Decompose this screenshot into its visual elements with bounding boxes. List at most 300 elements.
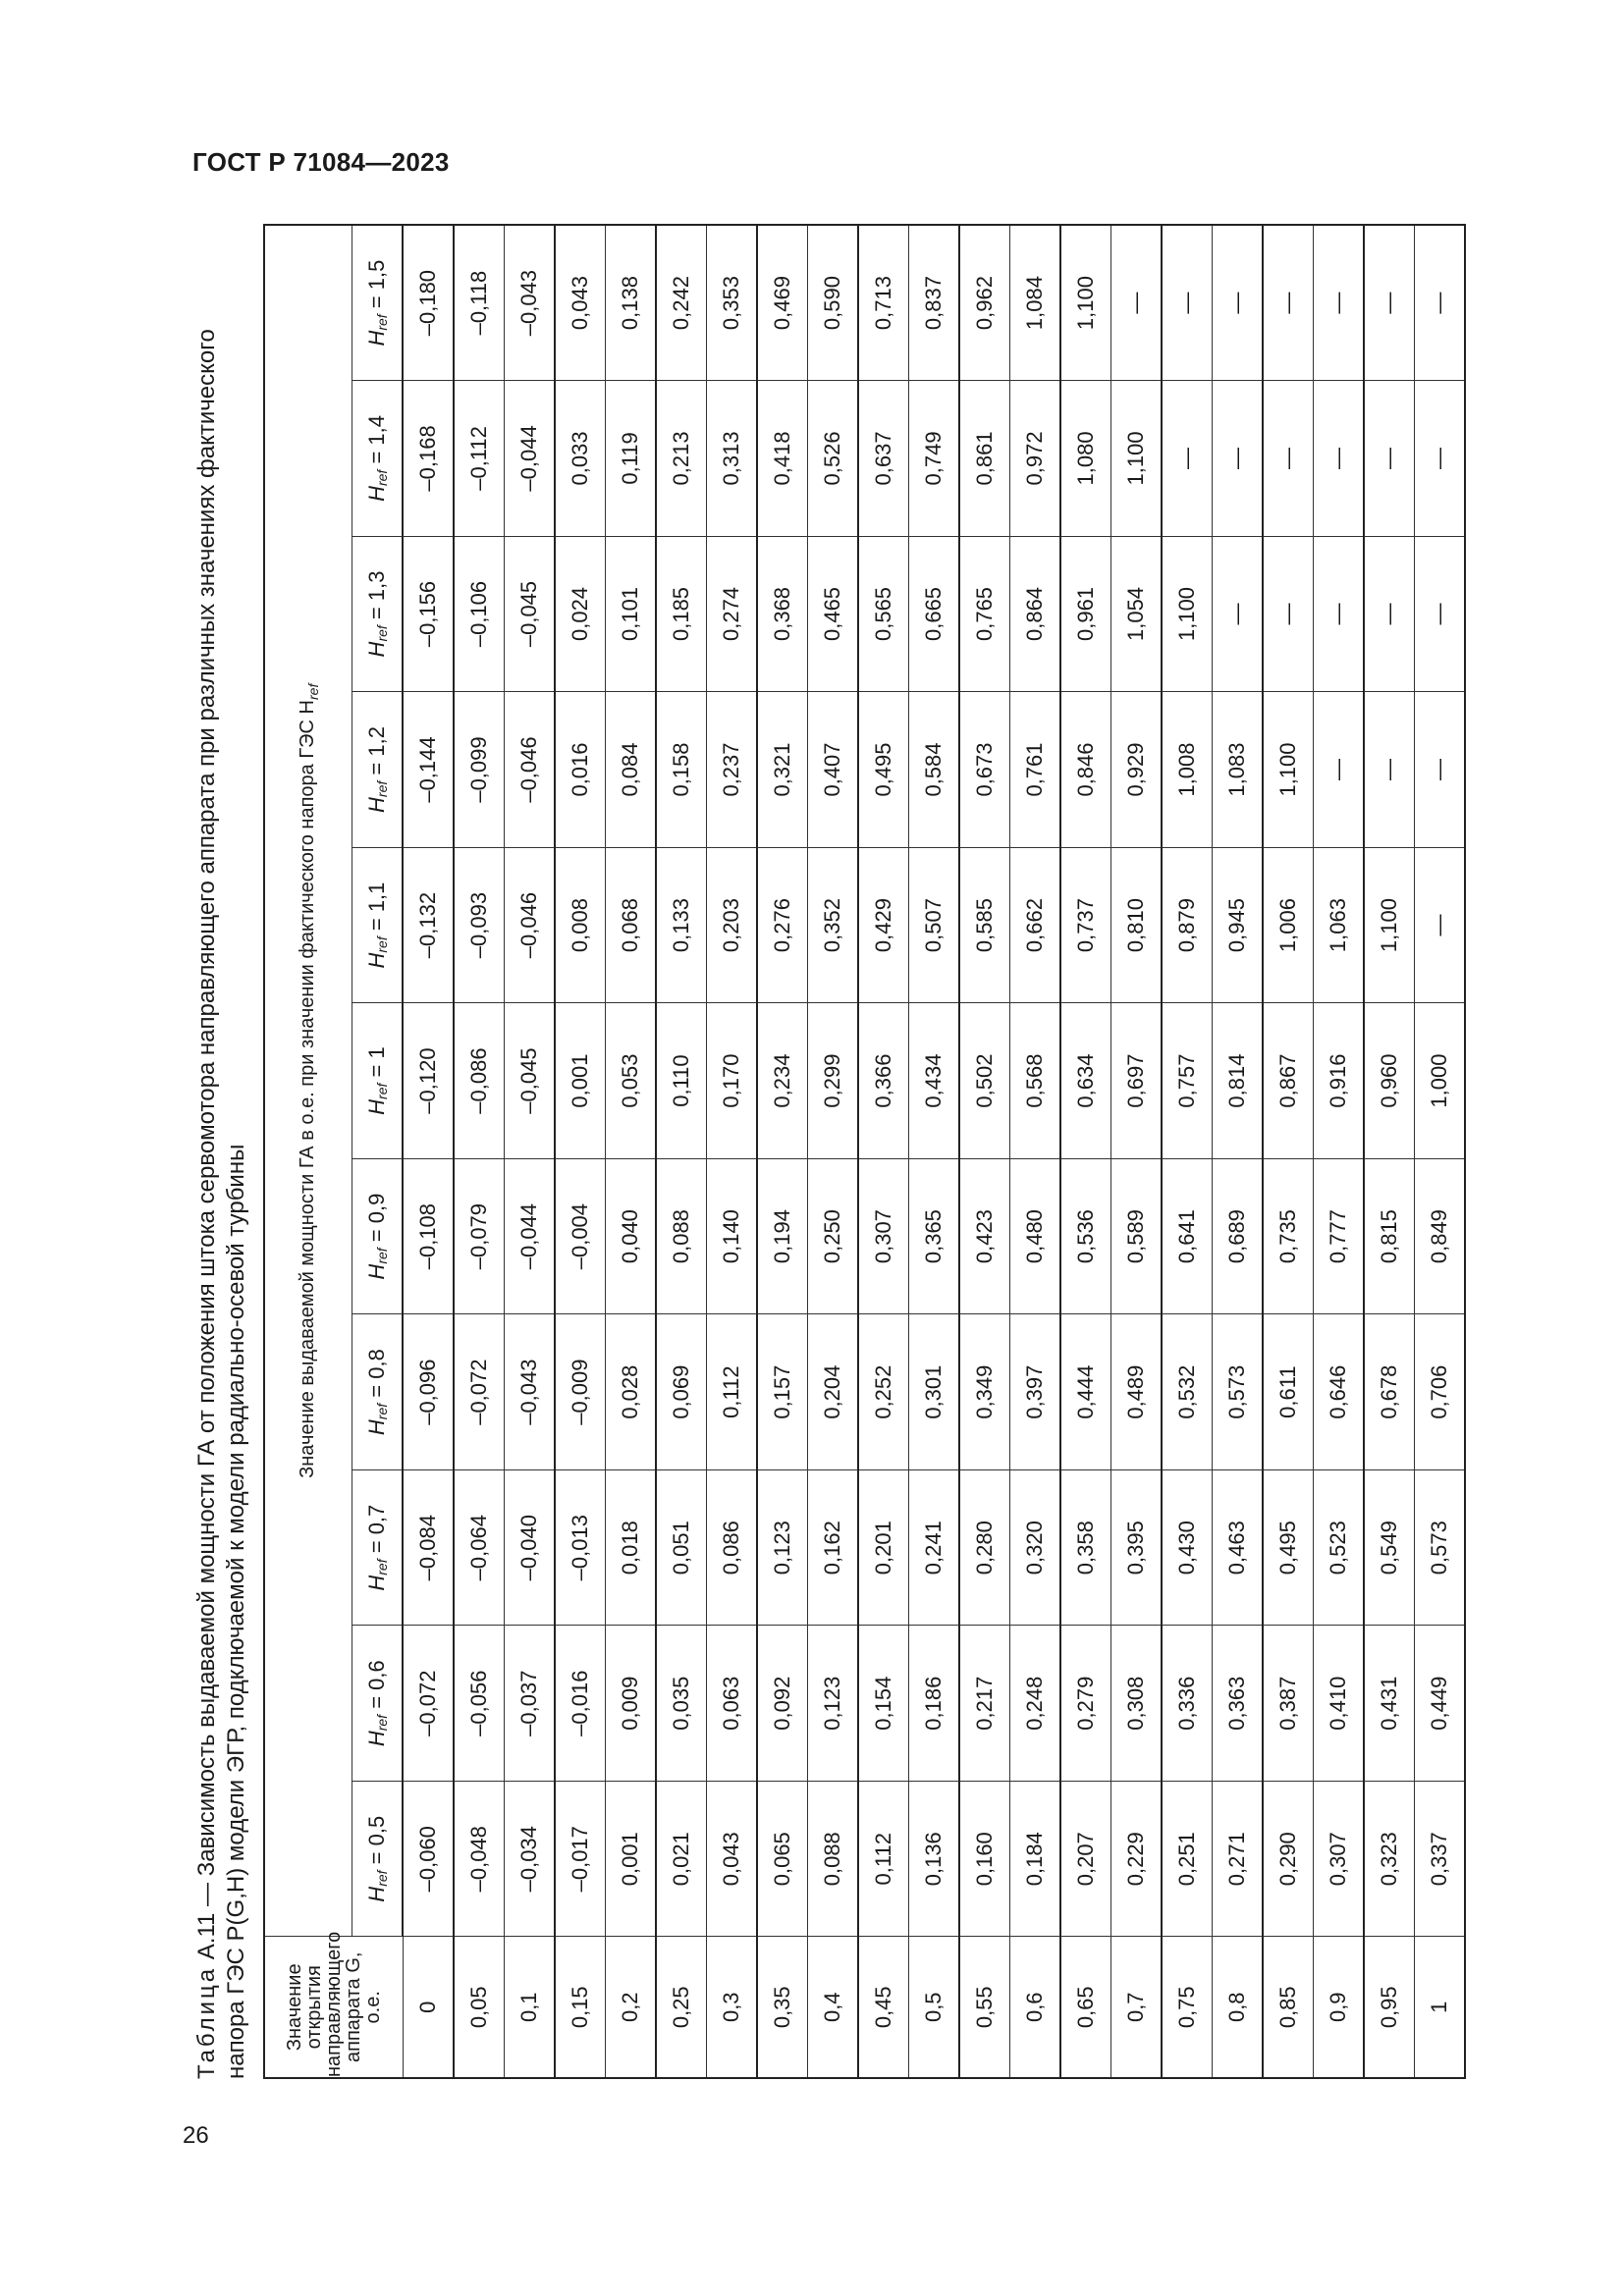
column-header-value: = 0,7 (364, 1504, 389, 1554)
table-cell: 0,502 (959, 1003, 1010, 1159)
table-cell: 0,532 (1162, 1314, 1213, 1470)
group-header-text: Значение выдаваемой мощности ГА в о.е. при значении фактического напора ГЭС H (296, 699, 318, 1478)
table-cell: 0,637 (858, 381, 909, 537)
table-cell: — (1263, 381, 1314, 537)
table-cell: 0,088 (656, 1158, 707, 1314)
table-cell: 0,119 (606, 381, 657, 537)
table-cell: 0,053 (606, 1003, 657, 1159)
table-cell: 0,040 (606, 1158, 657, 1314)
table-cell: 0,009 (606, 1626, 657, 1782)
caption-label: Таблица (193, 1965, 220, 2079)
table-cell: –0,144 (403, 692, 454, 848)
table-cell: –0,132 (403, 847, 454, 1003)
table-cell: 0,162 (808, 1469, 859, 1626)
column-header-sub: ref (374, 1248, 390, 1264)
table-cell: –0,099 (454, 692, 505, 848)
table-row (656, 225, 707, 2078)
row-label: 0,45 (858, 1937, 909, 2078)
table-cell: –0,017 (555, 1781, 606, 1937)
column-header (352, 1626, 404, 1782)
table-cell: 0,568 (1010, 1003, 1061, 1159)
table-cell: 0,678 (1364, 1314, 1415, 1470)
table-cell: 0,271 (1213, 1781, 1264, 1937)
table-cell: 1,083 (1213, 692, 1264, 848)
table-cell: 0,641 (1162, 1158, 1213, 1314)
table-cell: 0,757 (1162, 1003, 1213, 1159)
column-header (352, 1314, 404, 1470)
table-cell: 0,112 (707, 1314, 758, 1470)
column-header-var: H (364, 1419, 389, 1436)
table-cell: 1,008 (1162, 692, 1213, 848)
table-cell: –0,079 (454, 1158, 505, 1314)
table-cell: –0,112 (454, 381, 505, 537)
table-cell: –0,004 (555, 1158, 606, 1314)
table-cell: –0,180 (403, 225, 454, 381)
table-cell: 0,170 (707, 1003, 758, 1159)
row-label: 0,1 (505, 1937, 556, 2078)
table-cell: — (1314, 381, 1365, 537)
column-header-var: H (364, 486, 389, 502)
row-label: 1 (1415, 1937, 1466, 2078)
table-cell: 0,186 (909, 1626, 960, 1782)
column-header-sub: ref (374, 780, 390, 798)
table-cell: –0,048 (454, 1781, 505, 1937)
page-number: 26 (183, 2122, 209, 2149)
table-cell: 0,217 (959, 1626, 1010, 1782)
table-row (757, 225, 808, 2078)
table-cell: 0,123 (808, 1626, 859, 1782)
table-cell: 0,323 (1364, 1781, 1415, 1937)
table-cell: 0,035 (656, 1626, 707, 1782)
table-cell: — (1162, 225, 1213, 381)
table-cell: 1,006 (1263, 847, 1314, 1003)
column-header-sub: ref (374, 314, 390, 331)
table-cell: –0,046 (505, 692, 556, 848)
table-cell: 0,101 (606, 536, 657, 692)
column-header (352, 1469, 404, 1626)
table-cell: 0,387 (1263, 1626, 1314, 1782)
table-cell: –0,044 (505, 1158, 556, 1314)
column-header (352, 1781, 404, 1937)
table-cell: 0,313 (707, 381, 758, 537)
table-cell: 0,160 (959, 1781, 1010, 1937)
column-header-sub: ref (374, 1083, 390, 1099)
table-cell: 0,043 (555, 225, 606, 381)
table-cell: –0,072 (403, 1626, 454, 1782)
table-cell: 0,110 (656, 1003, 707, 1159)
column-header-var: H (364, 641, 389, 658)
table-cell: — (1263, 536, 1314, 692)
column-header-sub: ref (374, 1559, 390, 1575)
table-cell: 0,092 (757, 1626, 808, 1782)
table-cell: 0,489 (1111, 1314, 1163, 1470)
row-label: 0,5 (909, 1937, 960, 2078)
table-cell: — (1314, 692, 1365, 848)
table-cell: 0,207 (1060, 1781, 1111, 1937)
data-table (263, 224, 1466, 2079)
table-cell: 0,353 (707, 225, 758, 381)
table-row (1060, 225, 1111, 2078)
table-cell: 0,706 (1415, 1314, 1466, 1470)
table-cell: 0,662 (1010, 847, 1061, 1003)
table-cell: — (1314, 536, 1365, 692)
column-header (352, 1003, 404, 1159)
table-cell: 0,321 (757, 692, 808, 848)
row-label: 0,65 (1060, 1937, 1111, 2078)
column-header-var: H (364, 1575, 389, 1591)
table-cell: 0,765 (959, 536, 1010, 692)
table-cell: –0,045 (505, 1003, 556, 1159)
table-cell: 1,100 (1162, 536, 1213, 692)
table-cell: 0,084 (606, 692, 657, 848)
table-cell: 0,028 (606, 1314, 657, 1470)
table-cell: 0,154 (858, 1626, 909, 1782)
table-cell: 0,366 (858, 1003, 909, 1159)
table-cell: –0,009 (555, 1314, 606, 1470)
column-header (352, 1158, 404, 1314)
table-cell: 0,069 (656, 1314, 707, 1470)
column-header-value: = 0,8 (364, 1349, 389, 1398)
column-header-value: = 1,5 (364, 259, 389, 309)
table-cell: 1,000 (1415, 1003, 1466, 1159)
table-cell: 0,972 (1010, 381, 1061, 537)
table-row (1162, 225, 1213, 2078)
table-cell: –0,056 (454, 1626, 505, 1782)
group-header (264, 225, 352, 1937)
column-header (352, 692, 404, 848)
table-cell: 0,001 (555, 1003, 606, 1159)
table-cell: 0,810 (1111, 847, 1163, 1003)
table-cell: 0,133 (656, 847, 707, 1003)
table-cell: –0,043 (505, 1314, 556, 1470)
table-cell: 0,434 (909, 1003, 960, 1159)
table-cell: 0,465 (808, 536, 859, 692)
table-cell: 1,100 (1111, 381, 1163, 537)
table-cell: 0,024 (555, 536, 606, 692)
table-cell: 0,761 (1010, 692, 1061, 848)
table-row (1364, 225, 1415, 2078)
table-cell: 0,136 (909, 1781, 960, 1937)
table-cell: 0,565 (858, 536, 909, 692)
table-row (1111, 225, 1163, 2078)
table-cell: 0,051 (656, 1469, 707, 1626)
table-cell: –0,084 (403, 1469, 454, 1626)
table-row (1263, 225, 1314, 2078)
table-cell: 0,929 (1111, 692, 1163, 848)
table-cell: 0,689 (1213, 1158, 1264, 1314)
table-cell: 0,043 (707, 1781, 758, 1937)
table-cell: 0,358 (1060, 1469, 1111, 1626)
table-cell: 0,430 (1162, 1469, 1213, 1626)
table-cell: 0,352 (808, 847, 859, 1003)
row-label: 0,8 (1213, 1937, 1264, 2078)
column-header-value: = 1 (364, 1046, 389, 1078)
row-label: 0,7 (1111, 1937, 1163, 2078)
row-label: 0,15 (555, 1937, 606, 2078)
column-header-value: = 1,4 (364, 415, 389, 464)
table-cell: 0,229 (1111, 1781, 1163, 1937)
column-header-var: H (364, 797, 389, 813)
table-cell: 0,203 (707, 847, 758, 1003)
table-cell: 0,879 (1162, 847, 1213, 1003)
table-cell: 0,008 (555, 847, 606, 1003)
table-cell: — (1364, 225, 1415, 381)
table-cell: 0,573 (1213, 1314, 1264, 1470)
table-cell: 0,611 (1263, 1314, 1314, 1470)
column-header-sub: ref (374, 625, 390, 642)
table-row (909, 225, 960, 2078)
table-cell: 0,407 (808, 692, 859, 848)
column-header (352, 225, 404, 381)
row-header: Значение открытия направляющего аппарата G, о.е. (264, 1937, 403, 2078)
table-cell: 0,063 (707, 1626, 758, 1782)
table-row (959, 225, 1010, 2078)
table-cell: — (1111, 225, 1163, 381)
group-header-sub: ref (304, 683, 321, 700)
table-cell: 0,158 (656, 692, 707, 848)
table-cell: 1,100 (1263, 692, 1314, 848)
column-header-var: H (364, 952, 389, 969)
table-cell: –0,120 (403, 1003, 454, 1159)
table-cell: 0,001 (606, 1781, 657, 1937)
table-cell: 0,697 (1111, 1003, 1163, 1159)
table-cell: –0,064 (454, 1469, 505, 1626)
table-cell: –0,040 (505, 1469, 556, 1626)
table-cell: 0,184 (1010, 1781, 1061, 1937)
column-header-value: = 0,6 (364, 1660, 389, 1709)
table-cell: 0,234 (757, 1003, 808, 1159)
table-cell: 0,665 (909, 536, 960, 692)
table-cell: 0,241 (909, 1469, 960, 1626)
table-cell: 0,418 (757, 381, 808, 537)
table-cell: 0,213 (656, 381, 707, 537)
table-cell: — (1162, 381, 1213, 537)
column-header (352, 847, 404, 1003)
table-row (1314, 225, 1365, 2078)
table-cell: 0,463 (1213, 1469, 1264, 1626)
column-header-var: H (364, 1098, 389, 1115)
row-label: 0 (403, 1937, 454, 2078)
column-header-value: = 0,5 (364, 1815, 389, 1865)
table-cell: –0,106 (454, 536, 505, 692)
column-header (352, 381, 404, 537)
table-cell: 0,185 (656, 536, 707, 692)
table-cell: 0,237 (707, 692, 758, 848)
table-cell: 0,242 (656, 225, 707, 381)
table-cell: –0,118 (454, 225, 505, 381)
table-cell: 0,713 (858, 225, 909, 381)
row-label: 0,05 (454, 1937, 505, 2078)
table-cell: 0,368 (757, 536, 808, 692)
table-cell: 1,063 (1314, 847, 1365, 1003)
table-cell: — (1263, 225, 1314, 381)
table-cell: –0,156 (403, 536, 454, 692)
table-cell: 0,849 (1415, 1158, 1466, 1314)
table-cell: 0,395 (1111, 1469, 1163, 1626)
table-cell: 0,138 (606, 225, 657, 381)
rotated-table-block (192, 224, 1451, 2079)
table-cell: –0,045 (505, 536, 556, 692)
table-cell: 0,449 (1415, 1626, 1466, 1782)
table-cell: 0,274 (707, 536, 758, 692)
standard-header: ГОСТ Р 71084—2023 (192, 147, 450, 177)
table-cell: 0,523 (1314, 1469, 1365, 1626)
table-cell: 0,846 (1060, 692, 1111, 848)
column-header-sub: ref (374, 1714, 390, 1732)
row-label: 0,85 (1263, 1937, 1314, 2078)
column-header-value: = 1,3 (364, 570, 389, 620)
table-row (454, 225, 505, 2078)
row-label: 0,95 (1364, 1937, 1415, 2078)
table-cell: 0,735 (1263, 1158, 1314, 1314)
table-cell: 0,423 (959, 1158, 1010, 1314)
caption-text-2: напора ГЭС P(G,H) модели ЭГР, подключаемой к модели радиально-осевой турбины (223, 1144, 249, 2079)
table-cell: — (1213, 225, 1264, 381)
table-cell: 1,080 (1060, 381, 1111, 537)
table-cell: 0,429 (858, 847, 909, 1003)
table-cell: 0,276 (757, 847, 808, 1003)
table-cell: 0,112 (858, 1781, 909, 1937)
table-cell: 0,480 (1010, 1158, 1061, 1314)
table-cell: 0,204 (808, 1314, 859, 1470)
table-row (555, 225, 606, 2078)
table-cell: 0,864 (1010, 536, 1061, 692)
row-label: 0,75 (1162, 1937, 1213, 2078)
table-cell: 0,337 (1415, 1781, 1466, 1937)
table-cell: 0,495 (1263, 1469, 1314, 1626)
table-cell: –0,093 (454, 847, 505, 1003)
table-cell: 0,194 (757, 1158, 808, 1314)
table-cell: 0,815 (1364, 1158, 1415, 1314)
table-cell: 0,299 (808, 1003, 859, 1159)
caption-text-1: — Зависимость выдаваемой мощности ГА от положения штока сервомотора направляющего аппарата при различных значениях фактического (193, 329, 220, 1906)
table-cell: 0,140 (707, 1158, 758, 1314)
table-row (606, 225, 657, 2078)
row-label: 0,2 (606, 1937, 657, 2078)
table-cell: 0,634 (1060, 1003, 1111, 1159)
table-cell: 0,837 (909, 225, 960, 381)
table-row (505, 225, 556, 2078)
table-cell: 0,016 (555, 692, 606, 848)
table-cell: 0,444 (1060, 1314, 1111, 1470)
table-cell: 0,363 (1213, 1626, 1264, 1782)
table-cell: –0,096 (403, 1314, 454, 1470)
table-cell: 0,251 (1162, 1781, 1213, 1937)
table-cell: –0,060 (403, 1781, 454, 1937)
table-row (1010, 225, 1061, 2078)
table-cell: 0,526 (808, 381, 859, 537)
table-cell: 1,084 (1010, 225, 1061, 381)
table-cell: — (1364, 381, 1415, 537)
table-cell: –0,043 (505, 225, 556, 381)
table-cell: — (1415, 225, 1466, 381)
table-cell: –0,016 (555, 1626, 606, 1782)
table-caption (192, 224, 251, 2079)
row-label: 0,9 (1314, 1937, 1365, 2078)
table-cell: 0,945 (1213, 847, 1264, 1003)
column-header-value: = 1,1 (364, 881, 389, 932)
table-cell: 1,054 (1111, 536, 1163, 692)
table-cell: 0,279 (1060, 1626, 1111, 1782)
table-cell: 0,290 (1263, 1781, 1314, 1937)
table-cell: 0,590 (808, 225, 859, 381)
table-cell: — (1213, 381, 1264, 537)
row-label: 0,4 (808, 1937, 859, 2078)
table-cell: 0,308 (1111, 1626, 1163, 1782)
table-cell: –0,108 (403, 1158, 454, 1314)
table-cell: 0,814 (1213, 1003, 1264, 1159)
column-header-value: = 0,9 (364, 1193, 389, 1243)
table-cell: –0,013 (555, 1469, 606, 1626)
table-cell: 0,068 (606, 847, 657, 1003)
table-cell: 0,065 (757, 1781, 808, 1937)
table-cell: 0,573 (1415, 1469, 1466, 1626)
table-cell: 0,960 (1364, 1003, 1415, 1159)
table-cell: 0,961 (1060, 536, 1111, 692)
table-row (858, 225, 909, 2078)
table-body (403, 225, 1465, 2078)
table-cell: 0,320 (1010, 1469, 1061, 1626)
table-cell: 0,737 (1060, 847, 1111, 1003)
table-row (1415, 225, 1466, 2078)
column-header-sub: ref (374, 469, 390, 487)
table-cell: –0,086 (454, 1003, 505, 1159)
column-header-row (352, 225, 404, 2078)
table-cell: 0,536 (1060, 1158, 1111, 1314)
table-cell: –0,168 (403, 381, 454, 537)
column-header-var: H (364, 330, 389, 347)
table-cell: 0,123 (757, 1469, 808, 1626)
table-cell: 0,861 (959, 381, 1010, 537)
table-row (808, 225, 859, 2078)
table-cell: –0,046 (505, 847, 556, 1003)
table-cell: 0,033 (555, 381, 606, 537)
table-cell: –0,034 (505, 1781, 556, 1937)
row-label: 0,3 (707, 1937, 758, 2078)
table-cell: — (1415, 536, 1466, 692)
table-cell: 0,248 (1010, 1626, 1061, 1782)
row-label: 0,55 (959, 1937, 1010, 2078)
table-row (403, 225, 454, 2078)
table-cell: — (1415, 847, 1466, 1003)
table-row (1213, 225, 1264, 2078)
table-cell: 0,301 (909, 1314, 960, 1470)
caption-number: А.11 (193, 1912, 220, 1960)
table-cell: 0,307 (858, 1158, 909, 1314)
table-cell: 0,777 (1314, 1158, 1365, 1314)
table-cell: 0,962 (959, 225, 1010, 381)
table-cell: 0,021 (656, 1781, 707, 1937)
table-cell: 0,410 (1314, 1626, 1365, 1782)
table-cell: 0,088 (808, 1781, 859, 1937)
column-header-var: H (364, 1263, 389, 1280)
table-cell: 0,916 (1314, 1003, 1365, 1159)
table-cell: 0,431 (1364, 1626, 1415, 1782)
table-cell: 0,349 (959, 1314, 1010, 1470)
column-header-var: H (364, 1886, 389, 1902)
table-cell: 1,100 (1364, 847, 1415, 1003)
row-label: 0,6 (1010, 1937, 1061, 2078)
table-cell: 0,201 (858, 1469, 909, 1626)
table-cell: — (1364, 692, 1415, 848)
table-cell: 0,589 (1111, 1158, 1163, 1314)
table-cell: 0,280 (959, 1469, 1010, 1626)
table-cell: 0,549 (1364, 1469, 1415, 1626)
table-cell: — (1364, 536, 1415, 692)
table-cell: — (1314, 225, 1365, 381)
column-header-var: H (364, 1731, 389, 1747)
table-row (707, 225, 758, 2078)
